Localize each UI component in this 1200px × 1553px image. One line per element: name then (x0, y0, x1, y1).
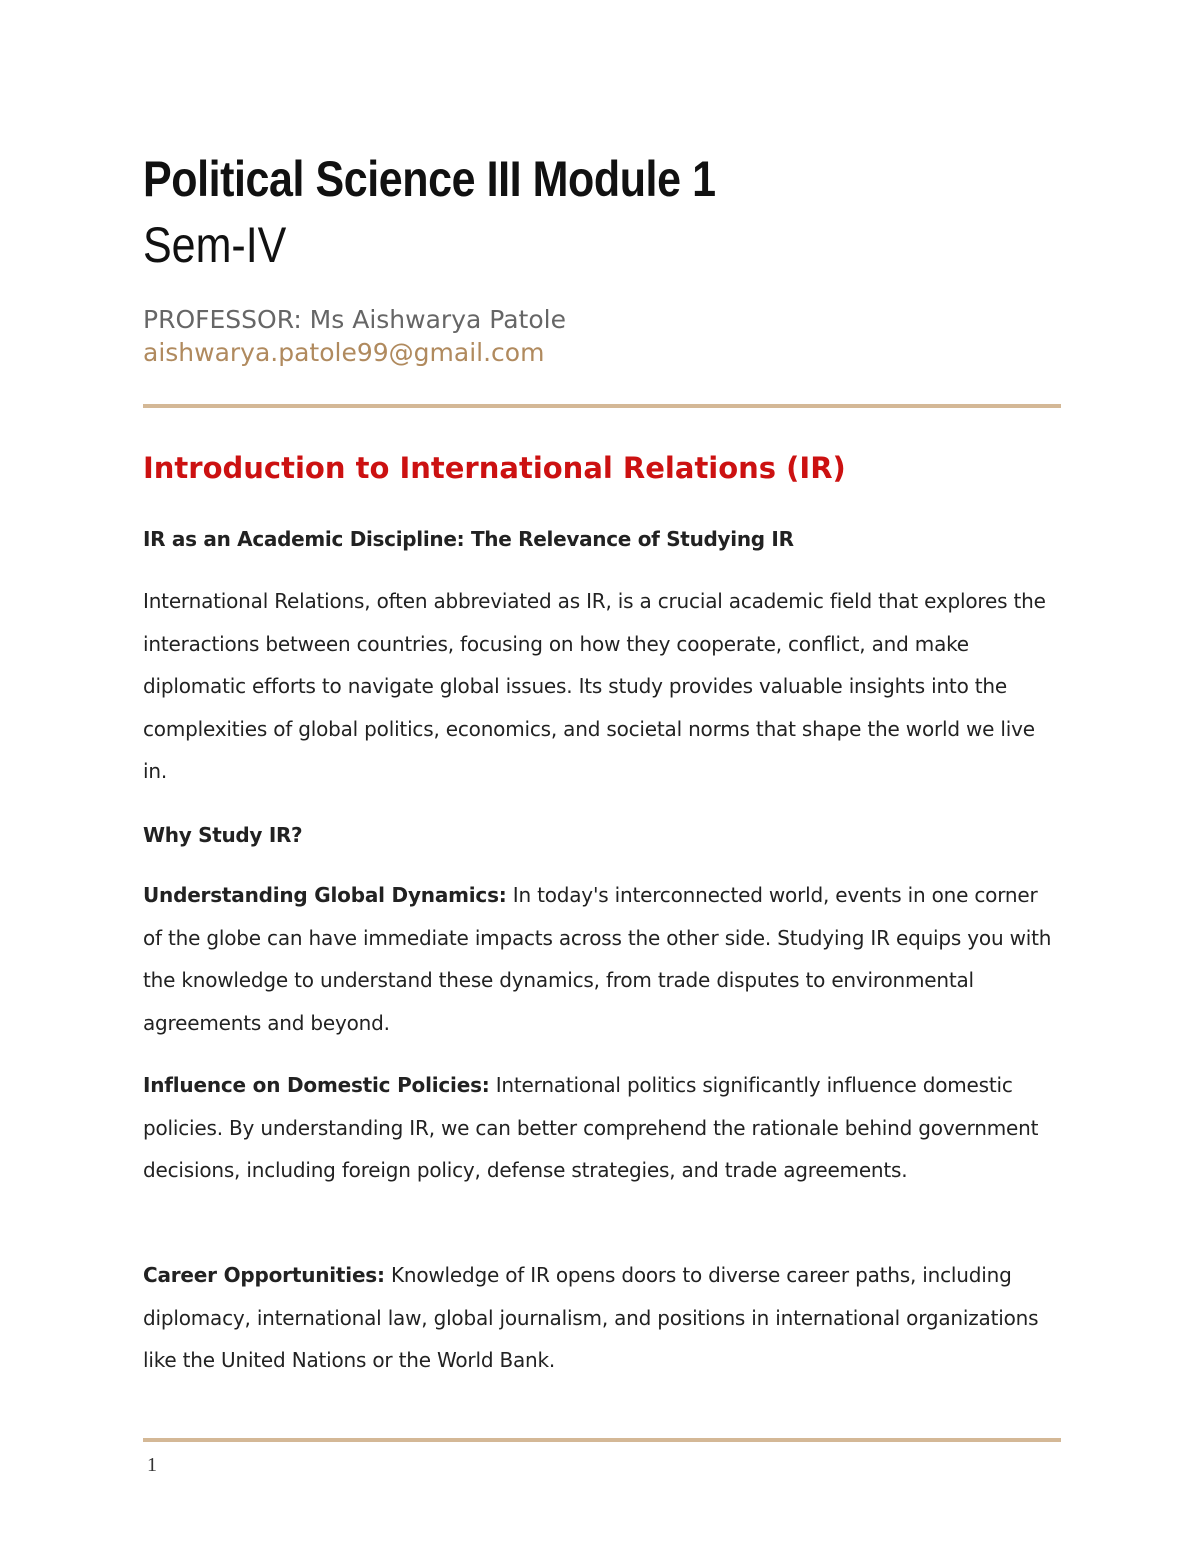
subheading-why-study: Why Study IR? (143, 823, 303, 847)
document-subtitle: Sem-IV (143, 217, 287, 273)
header-divider (143, 404, 1061, 408)
document-title: Political Science III Module 1 (143, 151, 716, 207)
footer-divider (143, 1438, 1061, 1442)
point-label: Influence on Domestic Policies: (143, 1073, 490, 1097)
point-text: International politics significantly influence domestic policies. By understanding IR, we can better comprehend the rationale behind government decisions, including foreign policy, defense strategies, and trade agreements. (143, 1073, 1039, 1182)
subheading-academic-discipline: IR as an Academic Discipline: The Relevance of Studying IR (143, 527, 794, 551)
section-heading: Introduction to International Relations (IR) (143, 451, 846, 485)
point-label: Understanding Global Dynamics: (143, 883, 507, 907)
professor-name: PROFESSOR: Ms Aishwarya Patole (143, 305, 566, 334)
point-domestic-policies (143, 1064, 1061, 1192)
intro-paragraph: International Relations, often abbreviated as IR, is a crucial academic field that explores the interactions between countries, focusing on how they cooperate, conflict, and make diplomatic efforts to navigate global issues. Its study provides valuable insights into the complexities of global politics, economics, and societal norms that shape the world we live in. (143, 589, 1046, 783)
point-text: Knowledge of IR opens doors to diverse career paths, including diplomacy, international law, global journalism, and positions in international organizations like the United Nations or the World Bank. (143, 1263, 1039, 1372)
point-global-dynamics (143, 874, 1061, 1044)
professor-email: aishwarya.patole99@gmail.com (143, 338, 545, 367)
title-block (143, 146, 1063, 278)
point-text: In today's interconnected world, events in one corner of the globe can have immediate impacts across the other side. Studying IR equips you with the knowledge to understand these dynamics, from trade disputes to environmental agreements and beyond. (143, 883, 1052, 1035)
point-label: Career Opportunities: (143, 1263, 385, 1287)
page-number: 1 (147, 1454, 157, 1476)
point-career-opportunities (143, 1254, 1061, 1382)
